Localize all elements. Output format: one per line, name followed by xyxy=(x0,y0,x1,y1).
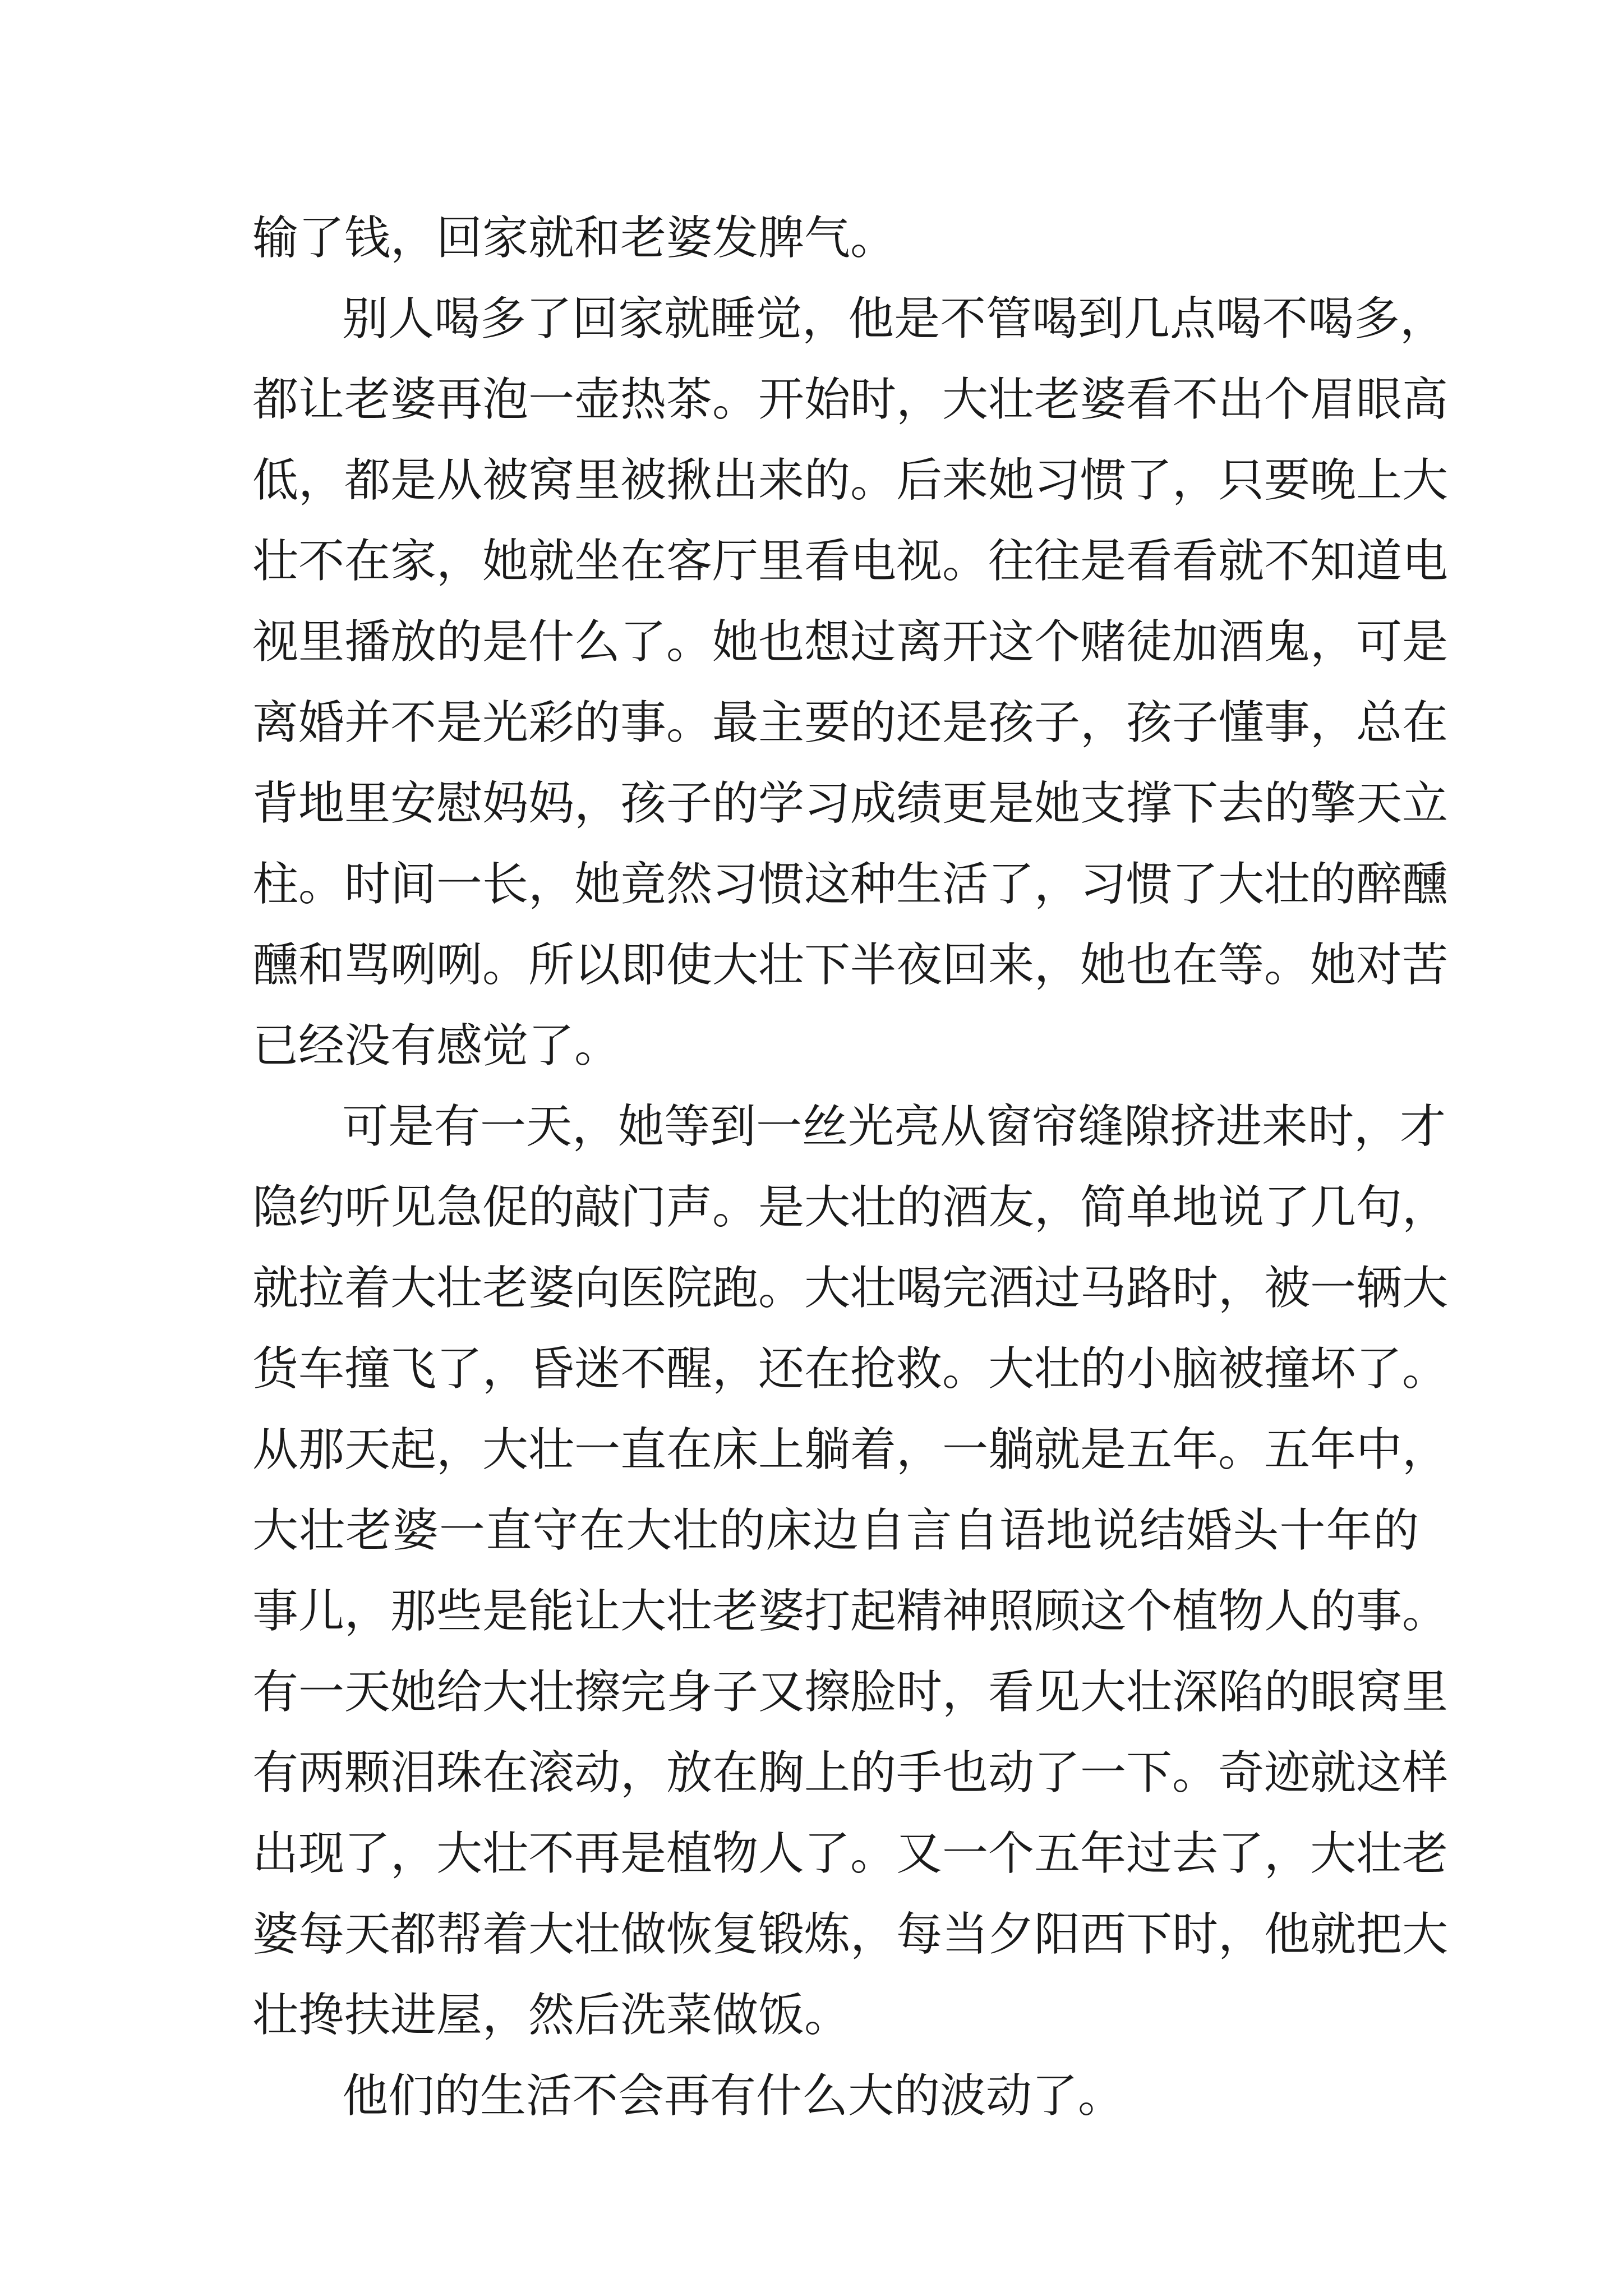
text-line: 从那天起，大壮一直在床上躺着，一躺就是五年。五年中， xyxy=(252,1423,1449,1476)
text-line: 就拉着大壮老婆向医院跑。大壮喝完酒过马路时，被一辆大 xyxy=(252,1262,1449,1315)
text-line: 柱。时间一长，她竟然习惯这种生活了，习惯了大壮的醉醺 xyxy=(252,858,1449,911)
text-line: 货车撞飞了，昏迷不醒，还在抢救。大壮的小脑被撞坏了。 xyxy=(252,1342,1449,1396)
text-line: 已经没有感觉了。 xyxy=(252,1019,621,1073)
text-line: 大壮老婆一直守在大壮的床边自言自语地说结婚头十年的 xyxy=(252,1504,1419,1557)
text-line: 输了钱，回家就和老婆发脾气。 xyxy=(252,211,897,265)
text-line: 别人喝多了回家就睡觉，他是不管喝到几点喝不喝多， xyxy=(342,292,1446,346)
text-line: 出现了，大壮不再是植物人了。又一个五年过去了，大壮老 xyxy=(252,1827,1449,1880)
text-line: 有一天她给大壮擦完身子又擦脸时，看见大壮深陷的眼窝里 xyxy=(252,1665,1449,1719)
text-line: 壮搀扶进屋，然后洗菜做饭。 xyxy=(252,1989,851,2042)
text-line: 都让老婆再泡一壶热茶。开始时，大壮老婆看不出个眉眼高 xyxy=(252,373,1449,426)
text-line: 有两颗泪珠在滚动，放在胸上的手也动了一下。奇迹就这样 xyxy=(252,1746,1449,1800)
text-line: 婆每天都帮着大壮做恢复锻炼，每当夕阳西下时，他就把大 xyxy=(252,1908,1449,1961)
text-line: 可是有一天，她等到一丝光亮从窗帘缝隙挤进来时，才 xyxy=(342,1100,1446,1153)
text-line: 离婚并不是光彩的事。最主要的还是孩子，孩子懂事，总在 xyxy=(252,696,1449,749)
text-line: 隐约听见急促的敲门声。是大壮的酒友，简单地说了几句， xyxy=(252,1181,1449,1234)
text-line: 视里播放的是什么了。她也想过离开这个赌徒加酒鬼，可是 xyxy=(252,615,1449,669)
text-line: 他们的生活不会再有什么大的波动了。 xyxy=(342,2069,1124,2123)
text-line: 醺和骂咧咧。所以即使大壮下半夜回来，她也在等。她对苦 xyxy=(252,938,1449,992)
text-line: 低，都是从被窝里被揪出来的。后来她习惯了，只要晚上大 xyxy=(252,454,1449,507)
text-line: 事儿，那些是能让大壮老婆打起精神照顾这个植物人的事。 xyxy=(252,1585,1449,1638)
text-line: 背地里安慰妈妈，孩子的学习成绩更是她支撑下去的擎天立 xyxy=(252,777,1449,830)
text-line: 壮不在家，她就坐在客厅里看电视。往往是看看就不知道电 xyxy=(252,535,1449,588)
